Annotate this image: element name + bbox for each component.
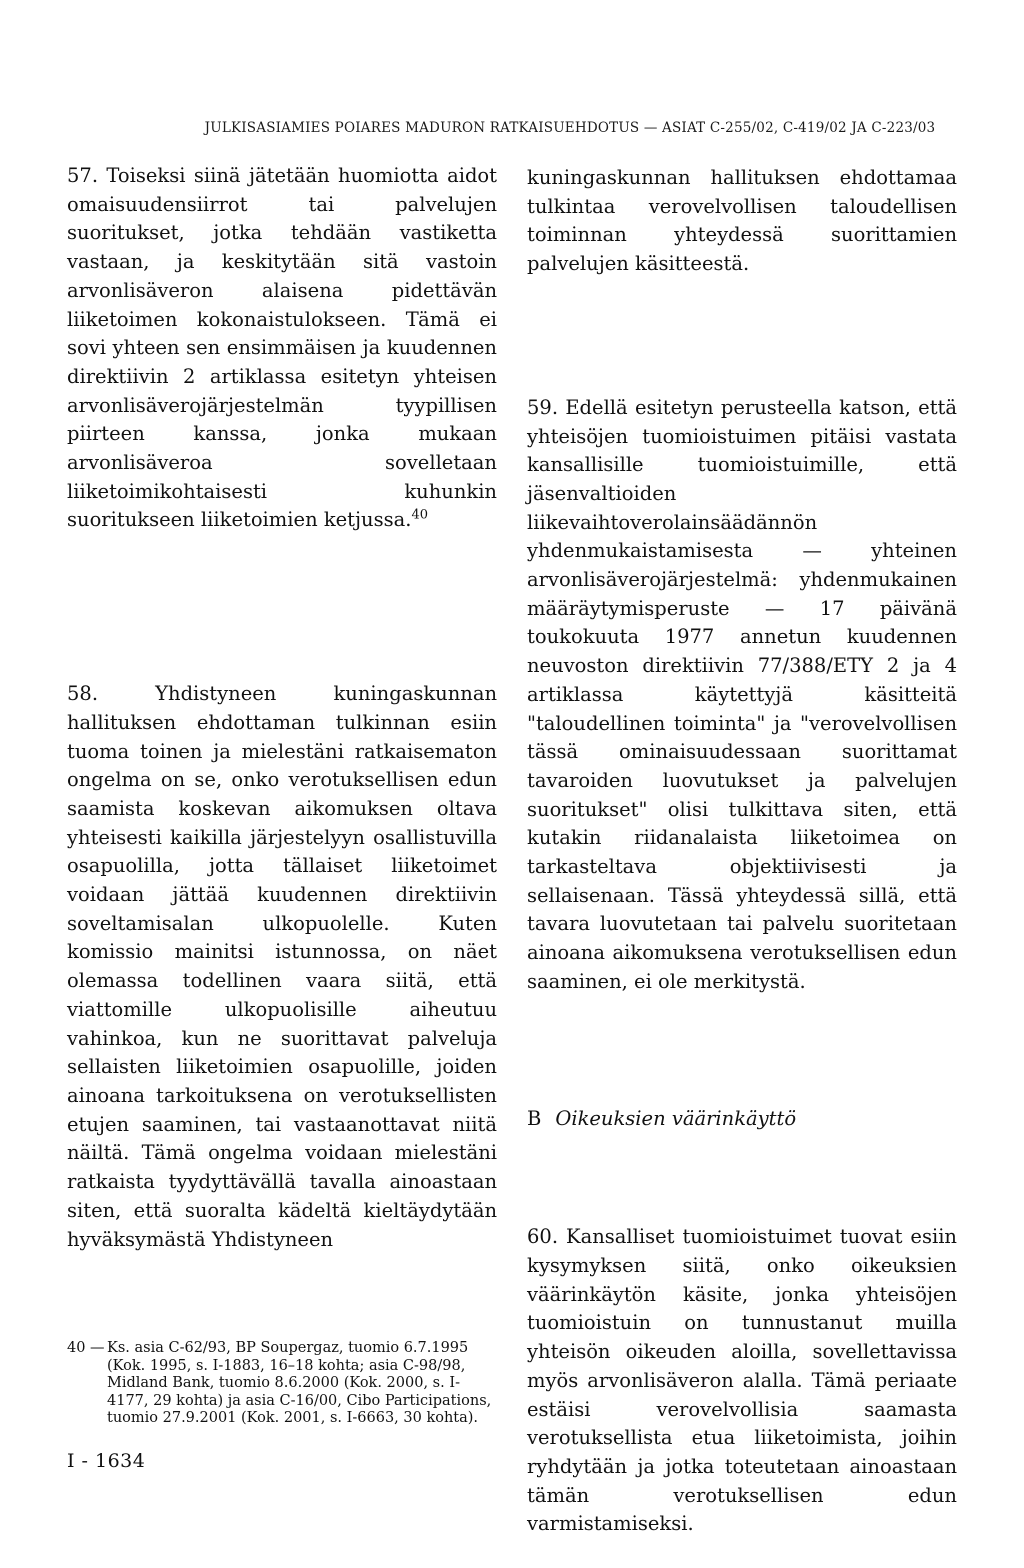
- paragraph-60: 60. Kansalliset tuomioistuimet tuovat esiin kysymyksen siitä, onko oikeuksien väärinkäytön käsite, jonka yhteisöjen tuomioistuin on tunnustanut muilla yhteisön oikeuden aloilla, sovellettavissa myös arvonlisäveron alalla. Tämä periaate estäisi verovelvollisia saamasta verotuksellista etua liiketoimista, joihin ryhdytään ja jotka toteutetaan ainoastaan tämän verotuksellisen edun varmistamiseksi.: [527, 1225, 957, 1536]
- section-heading-b: [527, 1105, 957, 1134]
- footnote-text: Ks. asia C-62/93, BP Soupergaz, tuomio 6.7.1995 (Kok. 1995, s. I-1883, 16–18 kohta; asia C-98/98, Midland Bank, tuomio 8.6.2000 (Kok. 2000, s. I-4177, 29 kohta) ja asia C-16/00, Cibo Participations, tuomio 27.9.2001 (Kok. 2001, s. I-6663, 30 kohta).: [107, 1340, 492, 1426]
- section-letter: B: [527, 1106, 542, 1130]
- left-column: [67, 162, 497, 1254]
- paragraph-57: [67, 162, 497, 535]
- footnote-40: [67, 1340, 497, 1428]
- paragraph-58: 58. Yhdistyneen kuningaskunnan hallituksen ehdottaman tulkinnan esiin tuoma toinen ja mielestäni ratkaisematon ongelma on se, onko verotuksellisen edun saamista koskevan aikomuksen oltava yhteisesti kaikilla järjestelyyn osallistuvilla osapuolilla, jotta tällaiset liiketoimet voidaan jättää kuudennen direktiivin soveltamisalan ulkopuolelle. Kuten komissio mainitsi istunnossa, on näet olemassa todellinen vaara siitä, että viattomille ulkopuolisille aiheutuu vahinkoa, kun ne suorittavat palveluja sellaisten liiketoimien osapuolille, joiden ainoana tarkoituksena on verotuksellisten etujen saaminen, tai vastaanottavat niitä näiltä. Tämä ongelma voidaan mielestäni ratkaista tyydyttävällä tavalla ainoastaan siten, että suoralta kädeltä kieltäydytään hyväksymästä Yhdistyneen: [67, 682, 497, 1251]
- section-title: Oikeuksien väärinkäyttö: [555, 1106, 797, 1130]
- running-header: JULKISASIAMIES POIARES MADURON RATKAISUEHDOTUS — ASIAT C-255/02, C-419/02 JA C-223/03: [204, 120, 936, 136]
- footnote-ref-40[interactable]: 40: [411, 507, 429, 523]
- paragraph-58-continued: kuningaskunnan hallituksen ehdottamaa tulkintaa verovelvollisen taloudellisen toiminnan yhteydessä suorittamien palvelujen käsitteestä.: [527, 166, 957, 276]
- right-column: [527, 164, 957, 1539]
- footnote-number: 40 —: [67, 1340, 105, 1356]
- page-number: I - 1634: [67, 1450, 146, 1472]
- paragraph-57-text: 57. Toiseksi siinä jätetään huomiotta aidot omaisuudensiirrot tai palvelujen suoritukset, jotka tehdään vastiketta vastaan, ja keskitytään sitä vastoin arvonlisäveron alaisena pidettävän liiketoimen kokonaistulokseen. Tämä ei sovi yhteen sen ensimmäisen ja kuudennen direktiivin 2 artiklassa esitetyn yhteisen arvonlisäverojärjestelmän tyypillisen piirteen kanssa, jonka mukaan arvonlisäveroa sovelletaan liiketoimikohtaisesti kuhunkin suoritukseen liiketoimien ketjussa.: [67, 164, 497, 532]
- paragraph-59: 59. Edellä esitetyn perusteella katson, että yhteisöjen tuomioistuimen pitäisi vastata kansallisille tuomioistuimille, että jäsenvaltioiden liikevaihtoverolainsäädännön yhdenmukaistamisesta — yhteinen arvonlisäverojärjestelmä: yhdenmukainen määräytymisperuste — 17 päivänä toukokuuta 1977 annetun kuudennen neuvoston direktiivin 77/388/ETY 2 ja 4 artiklassa käytettyjä käsitteitä "taloudellinen toiminta" ja "verovelvollisen tässä ominaisuudessaan suorittamat tavaroiden luovutukset ja palvelujen suoritukset" olisi tulkittava siten, että kutakin riidanalaista liiketoimea on tarkasteltava objektiivisesti ja sellaisenaan. Tässä yhteydessä sillä, että tavara luovutetaan tai palvelu suoritetaan ainoana aikomuksena verotuksellisen edun saaminen, ei ole merkitystä.: [527, 395, 957, 993]
